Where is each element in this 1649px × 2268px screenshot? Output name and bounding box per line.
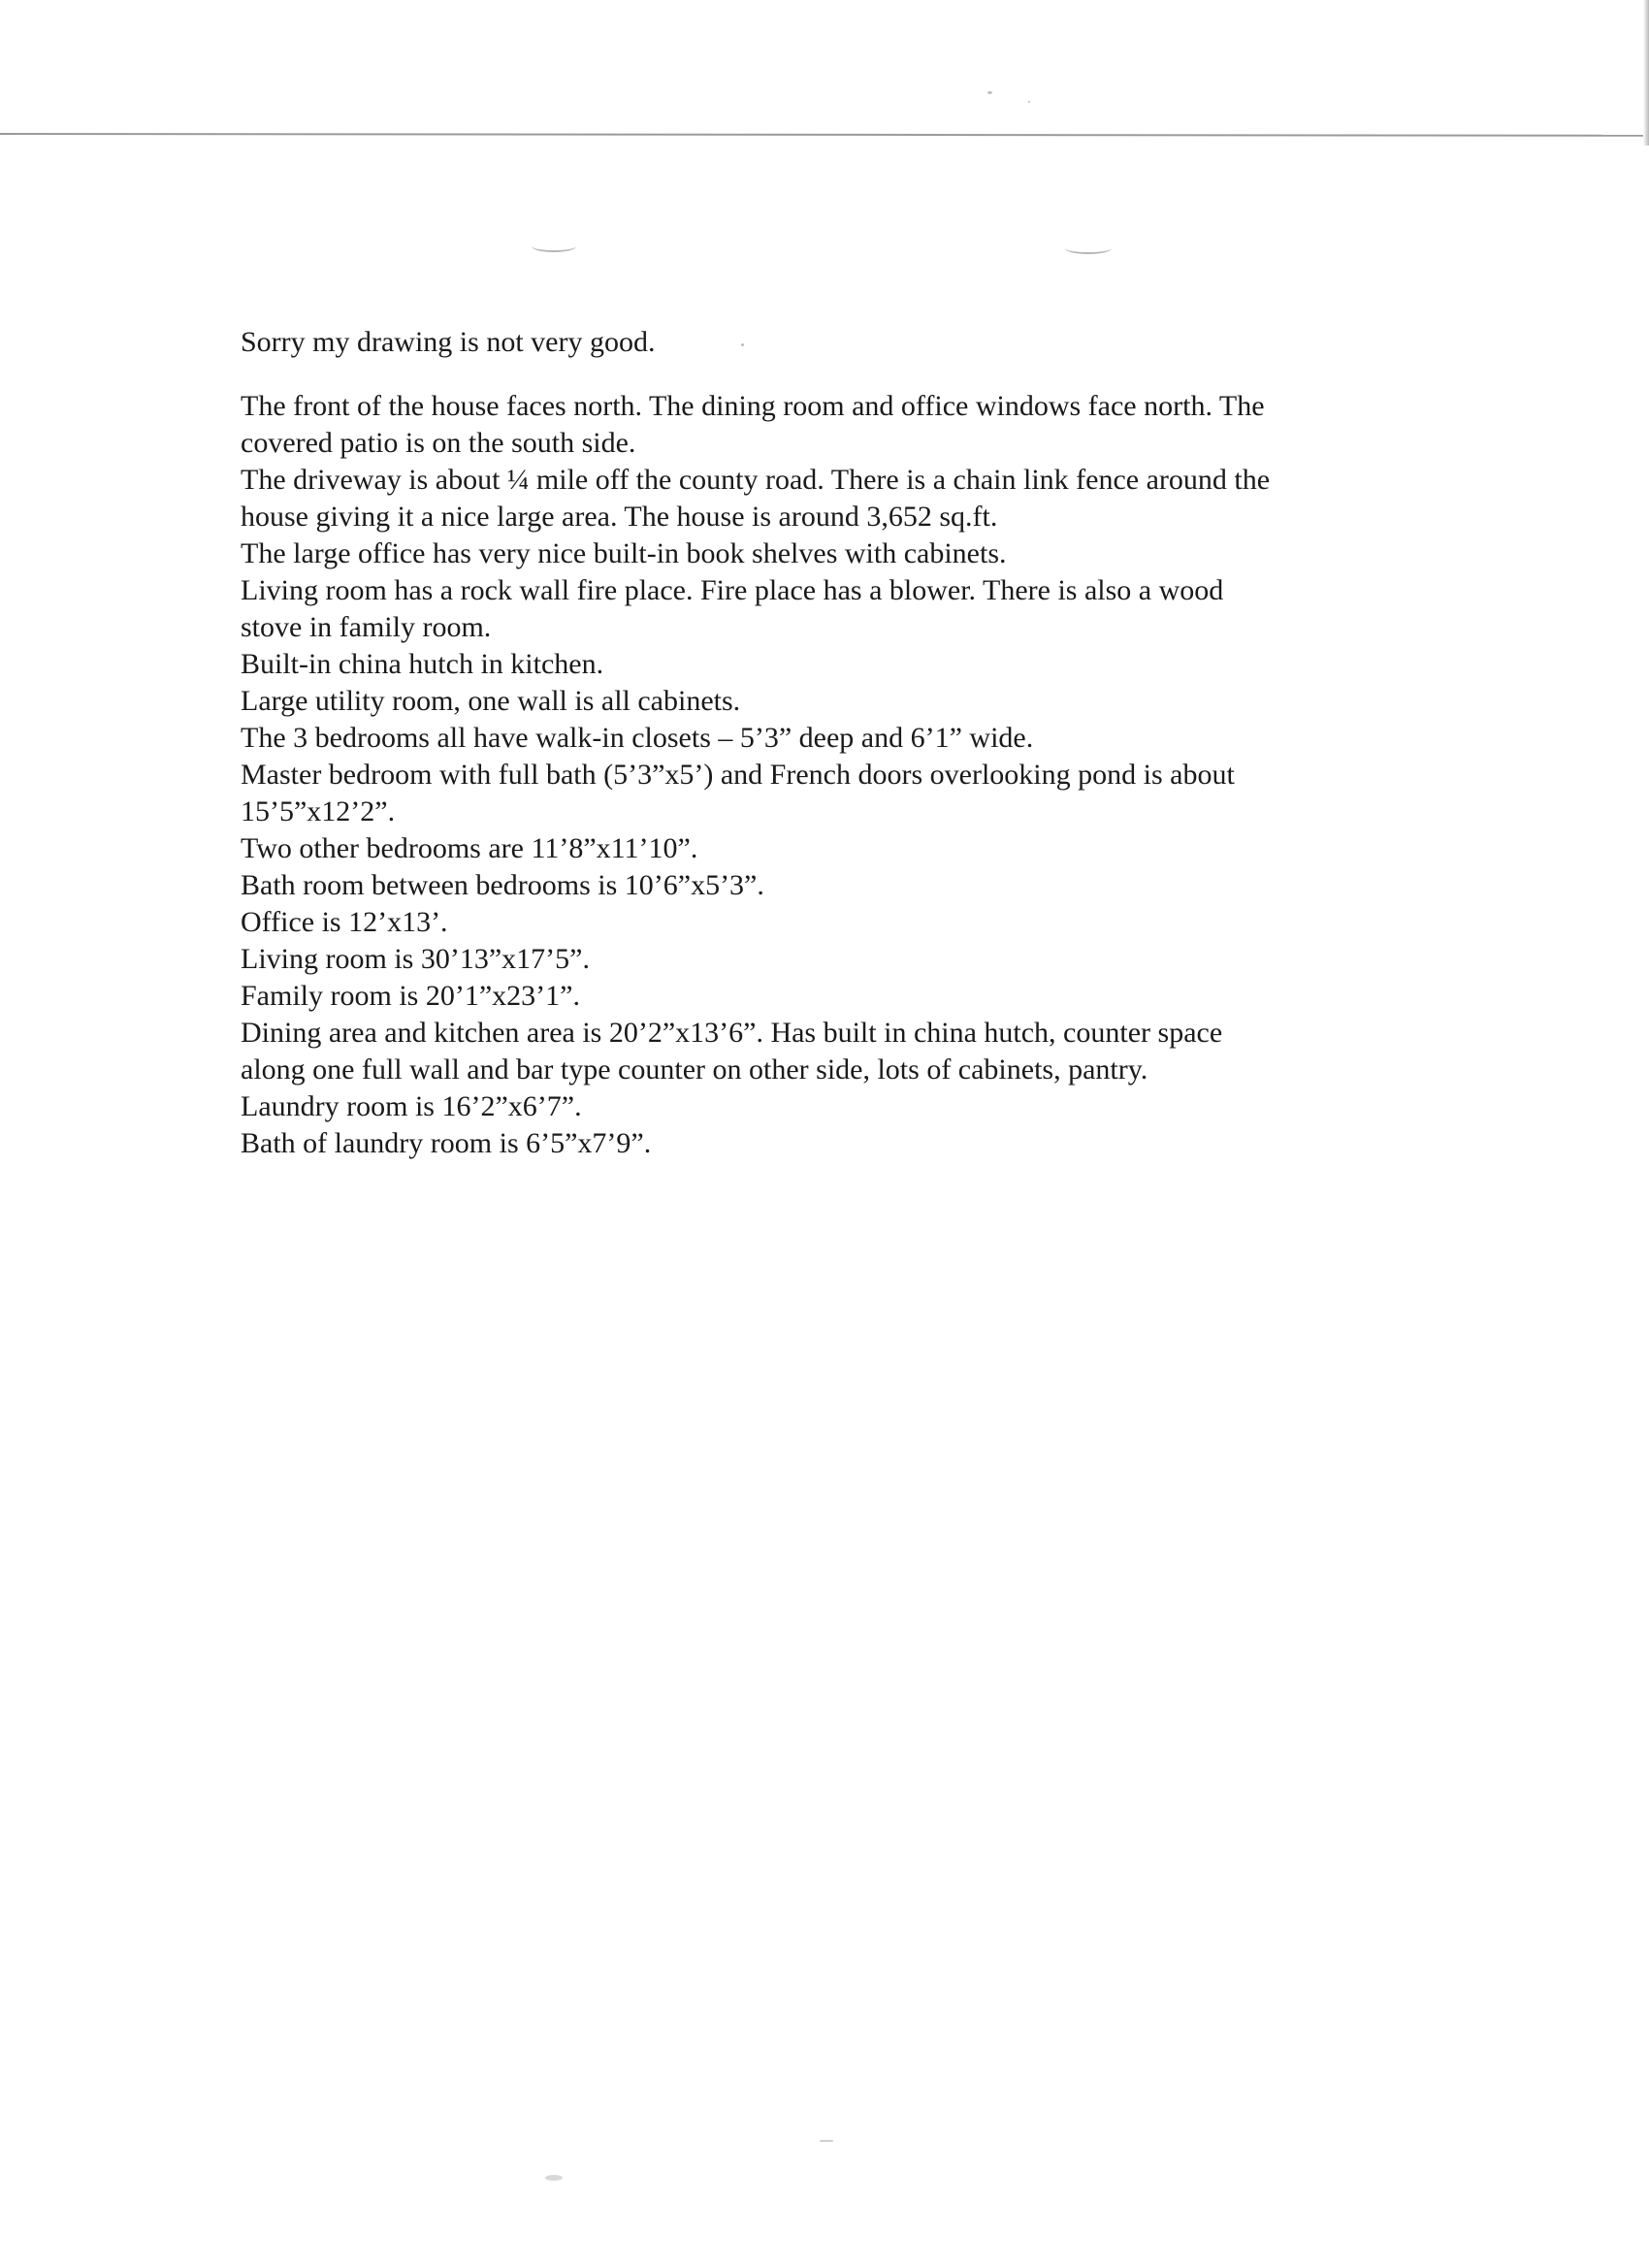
text-line: Living room is 30’13”x17’5”.: [241, 943, 590, 975]
scan-speck: [987, 91, 992, 94]
text-line: Built-in china hutch in kitchen.: [241, 648, 604, 680]
scan-speck: [820, 2140, 833, 2142]
house-description: [241, 324, 1434, 1162]
text-line: Master bedroom with full bath (5’3”x5’) and French doors overlooking pond is about: [241, 759, 1235, 791]
text-line: The 3 bedrooms all have walk-in closets – 5’3” deep and 6’1” wide.: [241, 722, 1034, 754]
text-line: Large utility room, one wall is all cabinets.: [241, 685, 741, 717]
text-line: house giving it a nice large area. The house is around 3,652 sq.ft.: [241, 501, 998, 533]
text-line: covered patio is on the south side.: [241, 427, 636, 459]
text-line: The driveway is about ¼ mile off the county road. There is a chain link fence around the: [241, 464, 1271, 496]
text-line: 15’5”x12’2”.: [241, 795, 396, 827]
scan-fold-line: [0, 133, 1649, 137]
text-line: Two other bedrooms are 11’8”x11’10”.: [241, 832, 698, 864]
text-line: Bath of laundry room is 6’5”x7’9”.: [241, 1127, 652, 1159]
scan-hole-mark: [532, 241, 576, 252]
text-line: The large office has very nice built-in book shelves with cabinets.: [241, 537, 1007, 569]
text-line: Office is 12’x13’.: [241, 906, 448, 938]
scan-speck: [1028, 101, 1030, 103]
text-line: Bath room between bedrooms is 10’6”x5’3”.: [241, 869, 764, 901]
text-line: The front of the house faces north. The dining room and office windows face north. The: [241, 390, 1265, 422]
scan-hole-mark: [1065, 243, 1112, 254]
text-line: along one full wall and bar type counter on other side, lots of cabinets, pantry.: [241, 1053, 1148, 1085]
intro-line: Sorry my drawing is not very good.: [241, 326, 656, 358]
text-line: Family room is 20’1”x23’1”.: [241, 980, 580, 1012]
text-line: stove in family room.: [241, 611, 492, 643]
scan-right-edge: [1643, 0, 1649, 146]
scan-speck: [545, 2175, 563, 2181]
text-line: Laundry room is 16’2”x6’7”.: [241, 1090, 582, 1122]
text-line: Dining area and kitchen area is 20’2”x13’6”. Has built in china hutch, counter space: [241, 1017, 1223, 1049]
text-line: Living room has a rock wall fire place. Fire place has a blower. There is also a wood: [241, 574, 1224, 606]
